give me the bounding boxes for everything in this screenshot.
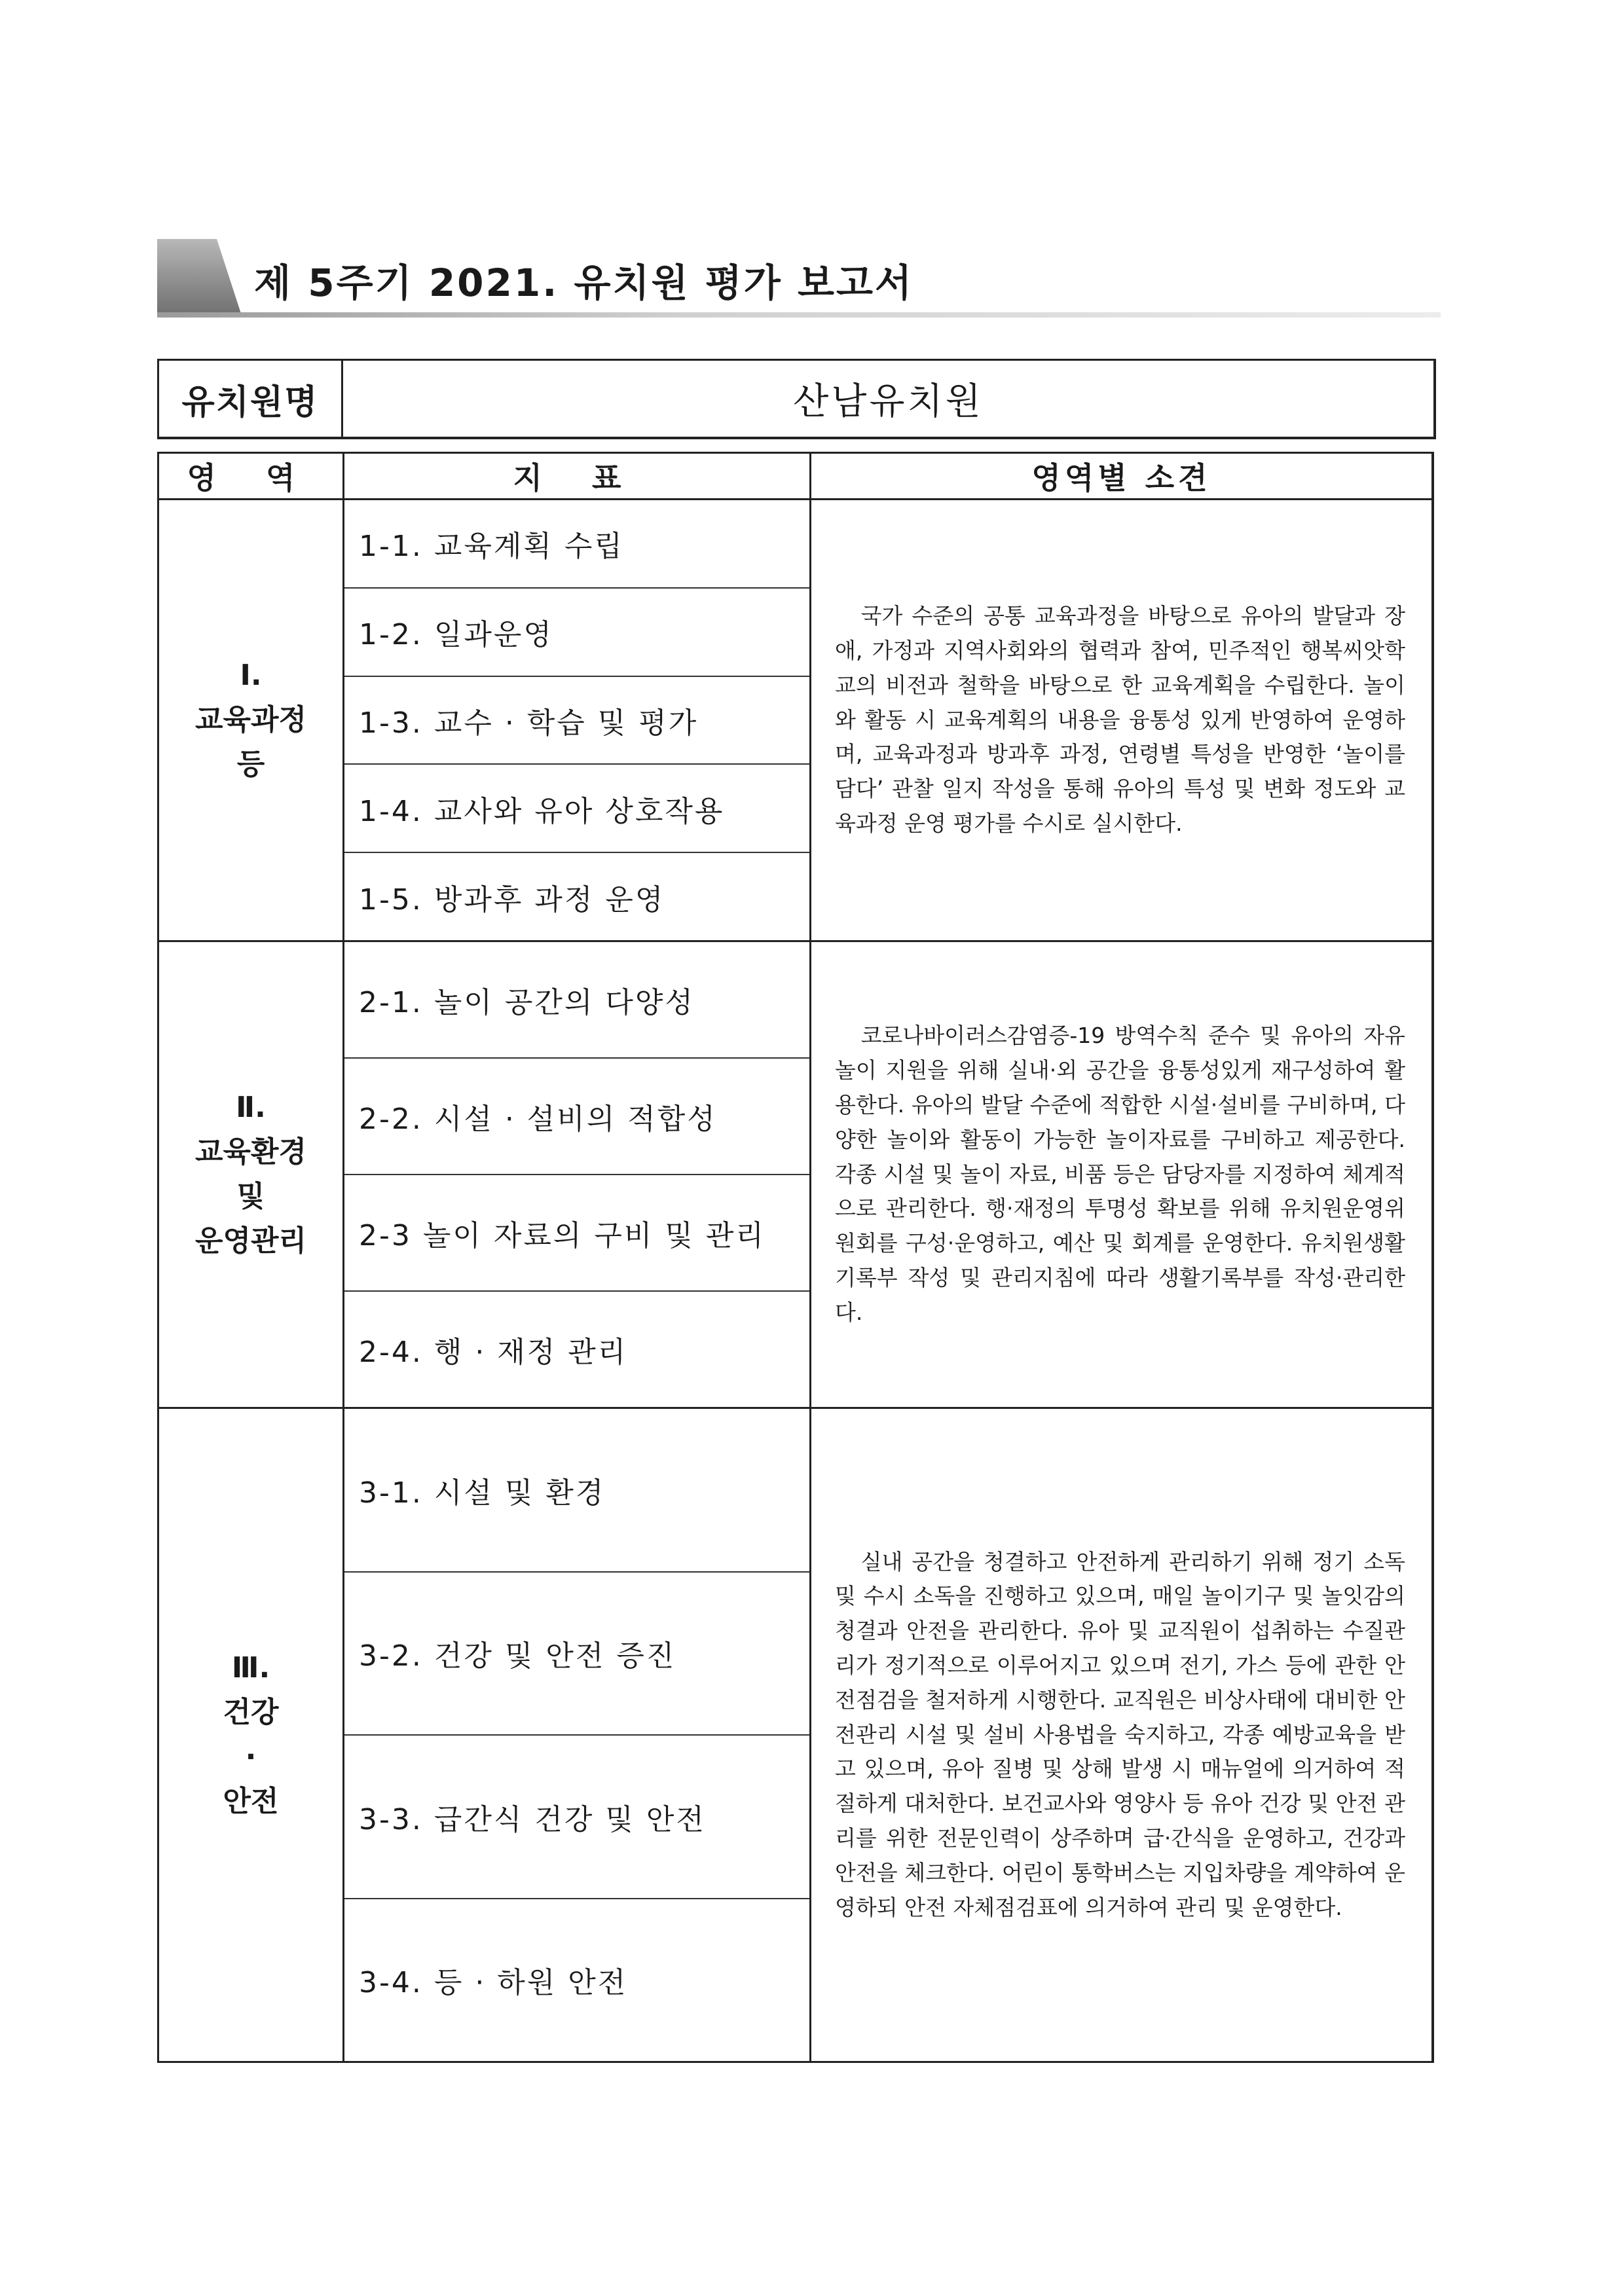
header-area: 영 역 xyxy=(159,454,344,498)
indicator-2-3: 2-3 놀이 자료의 구비 및 관리 xyxy=(344,1174,809,1290)
indicator-1-3: 1-3. 교수 · 학습 및 평가 xyxy=(344,676,809,764)
indicator-1-1: 1-1. 교육계획 수립 xyxy=(359,530,624,564)
section-1-indicators xyxy=(344,500,811,940)
opinion-text: 국가 수준의 공통 교육과정을 바탕으로 유아의 발달과 장애, 가정과 지역사회와의 협력과 참여, 민주적인 행복씨앗학교의 비전과 철학을 바탕으로 한 교육계획을 수립한다. 놀이와 활동 시 교육계획의 내용을 융통성 있게 반영하여 운영하며, 교육과정과 방과후 과정, 연령별 특성을 반영한 ‘놀이를 담다’ 관찰 일지 작성을 통해 유아의 특성 및 변화 정도와 교육과정 운영 평가를 수시로 실시한다. xyxy=(835,603,1405,836)
area-line: 건강 xyxy=(223,1695,279,1729)
opinion-text: 실내 공간을 청결하고 안전하게 관리하기 위해 정기 소독 및 수시 소독을 진행하고 있으며, 매일 놀이기구 및 놀잇감의 청결과 안전을 관리한다. 유아 및 교직원이 섭취하는 수질관리가 정기적으로 이루어지고 있으며 전기, 가스 등에 관한 안전점검을 철저하게 시행한다. 교직원은 비상사태에 대비한 안전관리 시설 및 설비 사용법을 숙지하고, 각종 예방교육을 받고 있으며, 유아 질병 및 상해 발생 시 매뉴얼에 의거하여 적절하게 대처한다. 보건교사와 영양사 등 유아 건강 및 안전 관리를 위한 전문인력이 상주하며 급·간식을 운영하고, 건강과 안전을 체크한다. 어린이 통학버스는 지입차량을 계약하여 운영하되 안전 자체점검표에 의거하여 관리 및 운영한다. xyxy=(835,1548,1405,1920)
area-line: 및 xyxy=(236,1180,265,1213)
header-tab-decoration xyxy=(157,239,242,318)
indicator-2-4: 2-4. 행 · 재정 관리 xyxy=(344,1290,809,1407)
section-1-opinion xyxy=(811,500,1431,940)
section-3-indicators xyxy=(344,1409,811,2061)
indicator-1-4: 1-4. 교사와 유아 상호작용 xyxy=(344,763,809,852)
table-header-row xyxy=(157,452,1434,500)
kindergarten-name-label: 유치원명 xyxy=(159,361,343,437)
area-line: · xyxy=(245,1740,257,1774)
section-2-opinion xyxy=(811,942,1431,1407)
section-1-area xyxy=(159,500,344,940)
area-line: Ⅰ. xyxy=(240,658,262,692)
header-indicator: 지 표 xyxy=(344,454,811,498)
indicator-3-2: 3-2. 건강 및 안전 증진 xyxy=(344,1571,809,1735)
area-line: 운영관리 xyxy=(194,1224,306,1258)
section-2-indicators xyxy=(344,942,811,1407)
report-header xyxy=(157,232,1441,318)
section-3 xyxy=(157,1409,1434,2063)
kindergarten-name-value: 산남유치원 xyxy=(793,380,984,423)
area-line: 등 xyxy=(236,748,265,782)
section-2 xyxy=(157,942,1434,1409)
header-rule xyxy=(157,312,1441,318)
indicator-3-4: 3-4. 등 · 하원 안전 xyxy=(344,1898,809,2062)
indicator-2-2: 2-2. 시설 · 설비의 적합성 xyxy=(344,1057,809,1174)
section-1 xyxy=(157,500,1434,942)
indicator-2-1: 2-1. 놀이 공간의 다양성 xyxy=(359,986,695,1019)
indicator-3-3: 3-3. 급간식 건강 및 안전 xyxy=(344,1734,809,1898)
section-3-area xyxy=(159,1409,344,2061)
indicator-1-2: 1-2. 일과운영 xyxy=(344,587,809,676)
section-3-opinion xyxy=(811,1409,1431,2061)
kindergarten-name-box xyxy=(157,359,1436,439)
area-line: 교육환경 xyxy=(194,1135,306,1169)
area-line: 교육과정 xyxy=(194,702,306,737)
indicator-1-5: 1-5. 방과후 과정 운영 xyxy=(344,852,809,940)
area-line: Ⅱ. xyxy=(236,1090,266,1124)
area-line: Ⅲ. xyxy=(231,1650,270,1685)
evaluation-table xyxy=(157,452,1434,2063)
indicator-3-1: 3-1. 시설 및 환경 xyxy=(359,1476,606,1510)
report-title: 제 5주기 2021. 유치원 평가 보고서 xyxy=(254,261,914,305)
area-line: 안전 xyxy=(223,1785,279,1819)
header-opinion: 영역별 소견 xyxy=(1031,460,1211,496)
section-2-area xyxy=(159,942,344,1407)
opinion-text: 코로나바이러스감염증-19 방역수칙 준수 및 유아의 자유놀이 지원을 위해 실내·외 공간을 융통성있게 재구성하여 활용한다. 유아의 발달 수준에 적합한 시설·설비를 구비하며, 다양한 놀이와 활동이 가능한 놀이자료를 구비하고 제공한다. 각종 시설 및 놀이 자료, 비품 등은 담당자를 지정하여 체계적으로 관리한다. 행·재정의 투명성 확보를 위해 유치원운영위원회를 구성·운영하고, 예산 및 회계를 운영한다. 유치원생활기록부 작성 및 관리지침에 따라 생활기록부를 작성·관리한다. xyxy=(835,1023,1406,1325)
